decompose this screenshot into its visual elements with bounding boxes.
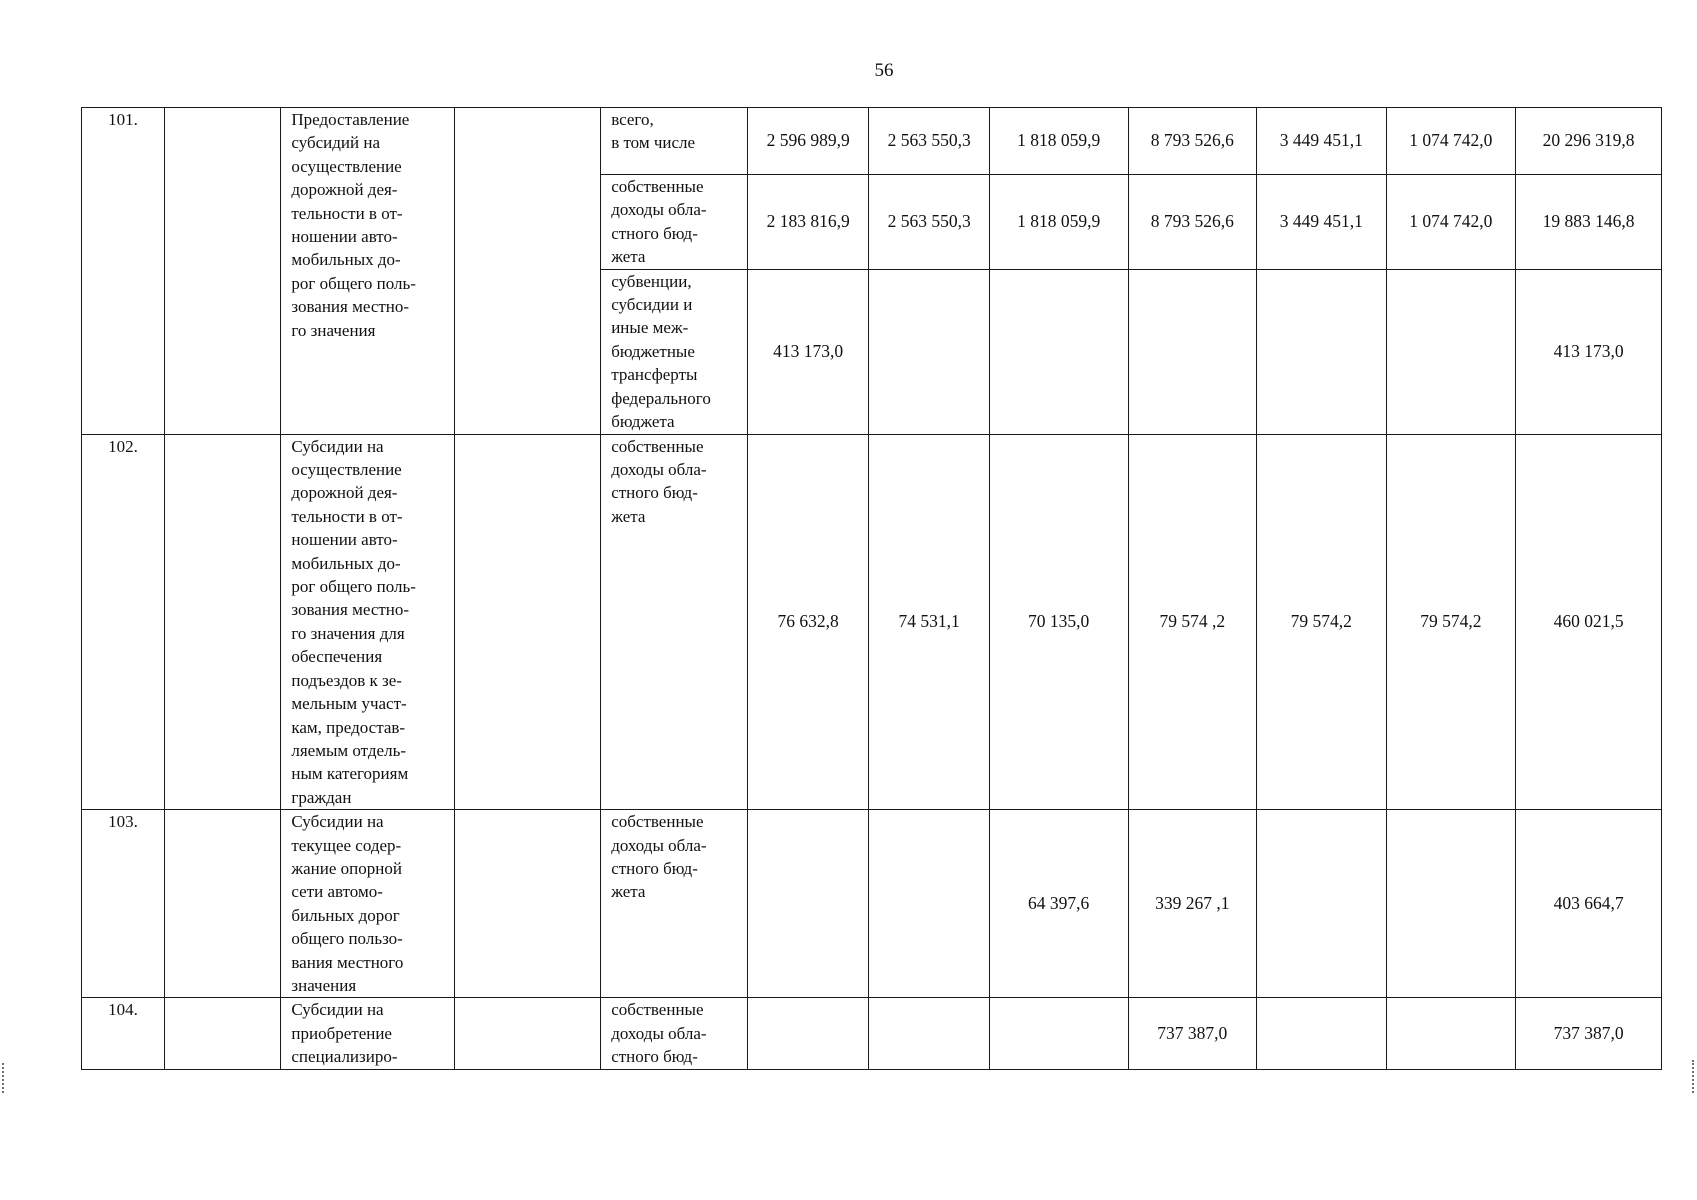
year-value: 70 135,0	[989, 434, 1128, 810]
text-line: граждан	[291, 787, 352, 807]
funding-source	[601, 434, 748, 810]
empty-cell	[164, 434, 280, 810]
total-value: 460 021,5	[1516, 434, 1662, 810]
text-line: федерального	[611, 388, 711, 408]
left-edge-mark	[2, 1063, 6, 1093]
text-line: ным категориям	[291, 764, 409, 784]
year-value: 1 074 742,0	[1386, 175, 1516, 270]
text-line: ношении авто-	[291, 227, 398, 247]
text-line: доходы обла-	[611, 835, 707, 855]
year-value	[989, 269, 1128, 434]
text-line: общего пользо-	[291, 929, 403, 949]
text-line: мобильных до-	[291, 553, 401, 573]
text-line: стного бюд-	[611, 483, 698, 503]
text-line: жета	[611, 882, 646, 902]
year-value	[1386, 810, 1516, 998]
year-value	[869, 998, 989, 1069]
text-line: рог общего поль-	[291, 273, 416, 293]
year-value: 3 449 451,1	[1257, 108, 1387, 175]
text-line: мельным участ-	[291, 694, 407, 714]
text-line: осуществление	[291, 460, 402, 480]
text-line: бюджетные	[611, 341, 695, 361]
row-number: 104.	[82, 998, 165, 1069]
year-value: 2 563 550,3	[869, 175, 989, 270]
funding-source	[601, 269, 748, 434]
text-line: бильных дорог	[291, 905, 400, 925]
total-value: 403 664,7	[1516, 810, 1662, 998]
text-line: кам, предостав-	[291, 717, 406, 737]
text-line: собственные	[611, 812, 704, 832]
row-number: 102.	[82, 434, 165, 810]
funding-source	[601, 175, 748, 270]
text-line: Субсидии на	[291, 1000, 384, 1020]
year-value: 339 267 ,1	[1128, 810, 1257, 998]
total-value: 19 883 146,8	[1516, 175, 1662, 270]
text-line: тельности в от-	[291, 203, 403, 223]
year-value: 1 074 742,0	[1386, 108, 1516, 175]
year-value: 79 574,2	[1386, 434, 1516, 810]
text-line: жета	[611, 506, 646, 526]
empty-cell	[164, 810, 280, 998]
funding-source	[601, 810, 748, 998]
text-line: специализиро-	[291, 1047, 398, 1067]
empty-cell	[455, 108, 601, 435]
text-line: рог общего поль-	[291, 577, 416, 597]
year-value	[747, 810, 868, 998]
text-line: подъездов к зе-	[291, 670, 402, 690]
year-value: 8 793 526,6	[1128, 108, 1257, 175]
year-value: 2 183 816,9	[747, 175, 868, 270]
year-value: 76 632,8	[747, 434, 868, 810]
text-line: Субсидии на	[291, 436, 384, 456]
funding-source	[601, 108, 748, 175]
measure-description	[281, 998, 455, 1069]
text-line: стного бюд-	[611, 858, 698, 878]
text-line: бюджета	[611, 412, 675, 432]
empty-cell	[164, 998, 280, 1069]
text-line: собственные	[611, 1000, 704, 1020]
text-line: Предоставление	[291, 110, 410, 129]
text-line: приобретение	[291, 1023, 392, 1043]
text-line: собственные	[611, 436, 704, 456]
text-line: доходы обла-	[611, 1023, 707, 1043]
row-number: 103.	[82, 810, 165, 998]
text-line: тельности в от-	[291, 506, 403, 526]
table-row	[82, 108, 1662, 175]
text-line: жание опорной	[291, 858, 402, 878]
text-line: в том числе	[611, 133, 696, 153]
text-line: зования местно-	[291, 600, 410, 620]
page-number: 56	[874, 60, 894, 81]
empty-cell	[455, 998, 601, 1069]
table-row	[82, 434, 1662, 810]
text-line: дорожной дея-	[291, 180, 398, 200]
total-value: 737 387,0	[1516, 998, 1662, 1069]
year-value	[869, 810, 989, 998]
year-value	[747, 998, 868, 1069]
text-line: обеспечения	[291, 647, 383, 667]
total-value: 20 296 319,8	[1516, 108, 1662, 175]
text-line: вания местного	[291, 952, 404, 972]
text-line: ношении авто-	[291, 530, 398, 550]
year-value	[1386, 998, 1516, 1069]
text-line: собственные	[611, 177, 704, 196]
text-line: текущее содер-	[291, 835, 402, 855]
text-line: го значения для	[291, 623, 405, 643]
year-value: 64 397,6	[989, 810, 1128, 998]
year-value: 2 596 989,9	[747, 108, 868, 175]
year-value: 3 449 451,1	[1257, 175, 1387, 270]
total-value: 413 173,0	[1516, 269, 1662, 434]
year-value: 79 574,2	[1257, 434, 1387, 810]
text-line: го значения	[291, 320, 376, 340]
year-value: 8 793 526,6	[1128, 175, 1257, 270]
year-value: 413 173,0	[747, 269, 868, 434]
text-line: зования местно-	[291, 297, 410, 317]
empty-cell	[455, 434, 601, 810]
year-value: 74 531,1	[869, 434, 989, 810]
measure-description	[281, 108, 455, 435]
year-value: 737 387,0	[1128, 998, 1257, 1069]
text-line: доходы обла-	[611, 460, 707, 480]
text-line: субсидий на	[291, 133, 381, 153]
year-value	[869, 269, 989, 434]
year-value: 79 574 ,2	[1128, 434, 1257, 810]
year-value: 1 818 059,9	[989, 175, 1128, 270]
text-line: значения	[291, 975, 357, 995]
measure-description	[281, 434, 455, 810]
text-line: осуществление	[291, 156, 402, 176]
text-line: стного бюд-	[611, 1047, 698, 1067]
empty-cell	[455, 810, 601, 998]
right-edge-mark	[1692, 1060, 1696, 1093]
year-value	[1257, 998, 1387, 1069]
row-number: 101.	[82, 108, 165, 435]
year-value: 2 563 550,3	[869, 108, 989, 175]
text-line: дорожной дея-	[291, 483, 398, 503]
text-line: субвенции,	[611, 271, 692, 291]
year-value	[989, 998, 1128, 1069]
text-line: субсидии и	[611, 295, 693, 315]
table-row	[82, 810, 1662, 998]
year-value	[1257, 810, 1387, 998]
text-line: доходы обла-	[611, 200, 707, 220]
text-line: трансферты	[611, 365, 698, 385]
budget-table	[81, 107, 1662, 1070]
year-value	[1128, 269, 1257, 434]
year-value	[1386, 269, 1516, 434]
empty-cell	[164, 108, 280, 435]
text-line: жета	[611, 247, 646, 267]
text-line: мобильных до-	[291, 250, 401, 270]
text-line: иные меж-	[611, 318, 689, 338]
table-row	[82, 998, 1662, 1069]
text-line: Субсидии на	[291, 812, 384, 832]
funding-source	[601, 998, 748, 1069]
text-line: стного бюд-	[611, 223, 698, 243]
text-line: сети автомо-	[291, 882, 383, 902]
measure-description	[281, 810, 455, 998]
year-value: 1 818 059,9	[989, 108, 1128, 175]
text-line: ляемым отдель-	[291, 740, 406, 760]
text-line: всего,	[611, 110, 654, 129]
year-value	[1257, 269, 1387, 434]
